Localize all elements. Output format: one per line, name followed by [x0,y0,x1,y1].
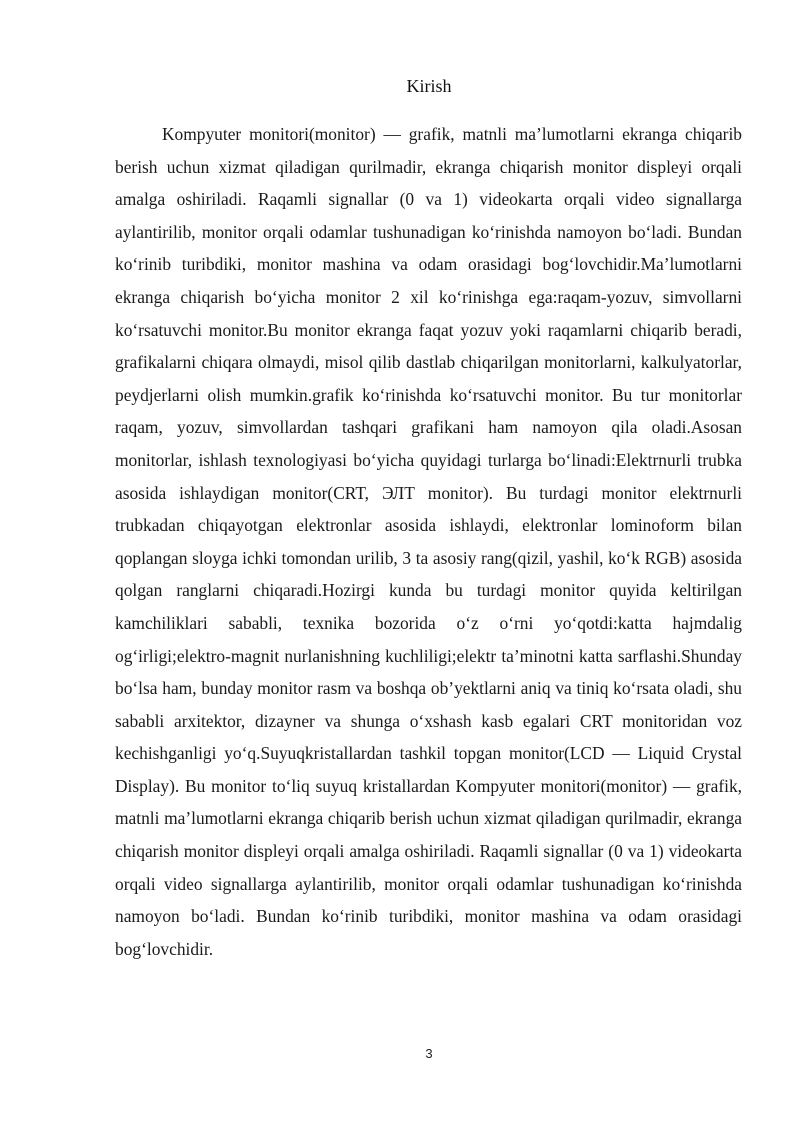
page-title: Kirish [406,76,452,96]
page-number: 3 [425,1046,433,1061]
body-paragraph: Kompyuter monitori(monitor) — grafik, matnli ma’lumotlarni ekranga chiqarib berish uchun xizmat qiladigan qurilmadir, ekranga chiqarish monitor displeyi orqali amalga oshiriladi. Raqamli signallar (0 va 1) videokarta orqali video signallarga aylantirilib, monitor orqali odamlar tushunadigan ko‘rinishda namoyon bo‘ladi. Bundan ko‘rinib turibdiki, monitor mashina va odam orasidagi bog‘lovchidir.Ma’lumotlarni ekranga chiqarish bo‘yicha monitor 2 xil ko‘rinishga ega:raqam-yozuv, simvollarni ko‘rsatuvchi monitor.Bu monitor ekranga faqat yozuv yoki raqamlarni chiqarib beradi, grafikalarni chiqara olmaydi, misol qilib dastlab chiqarilgan monitorlarni, kalkulyatorlar, peydjerlarni olish mumkin.grafik ko‘rinishda ko‘rsatuvchi monitor. Bu tur monitorlar raqam, yozuv, simvollardan tashqari grafikani ham namoyon qila oladi.Asosan monitorlar, ishlash texnologiyasi bo‘yicha quyidagi turlarga bo‘linadi:Elektrnurli trubka asosida ishlaydigan monitor(CRT, ЭЛТ monitor). Bu turdagi monitor elektrnurli trubkadan chiqayotgan elektronlar asosida ishlaydi, elektronlar lominoform bilan qoplangan sloyga ichki tomondan urilib, 3 ta asosiy rang(qizil, yashil, ko‘k RGB) asosida qolgan ranglarni chiqaradi.Hozirgi kunda bu turdagi monitor quyida keltirilgan kamchiliklari sababli, texnika bozorida o‘z o‘rni yo‘qotdi:katta hajmdalig og‘irligi;elektro-magnit nurlanishning kuchliligi;elektr ta’minotni katta sarflashi.Shunday bo‘lsa ham, bunday monitor rasm va boshqa ob’yektlarni aniq va tiniq ko‘rsata oladi, shu sababli arxitektor, dizayner va shunga o‘xshash kasb egalari CRT monitoridan voz kechishganligi yo‘q.Suyuqkristallardan tashkil topgan monitor(LCD — Liquid Crystal Display). Bu monitor to‘liq suyuq kristallardan Kompyuter monitori(monitor) — grafik, matnli ma’lumotlarni ekranga chiqarib berish uchun xizmat qiladigan qurilmadir, ekranga chiqarish monitor displeyi orqali amalga oshiriladi. Raqamli signallar (0 va 1) videokarta orqali video signallarga aylantirilib, monitor orqali odamlar tushunadigan ko‘rinishda namoyon bo‘ladi. Bundan ko‘rinib turibdiki, monitor mashina va odam orasidagi bog‘lovchidir. [115,124,742,959]
